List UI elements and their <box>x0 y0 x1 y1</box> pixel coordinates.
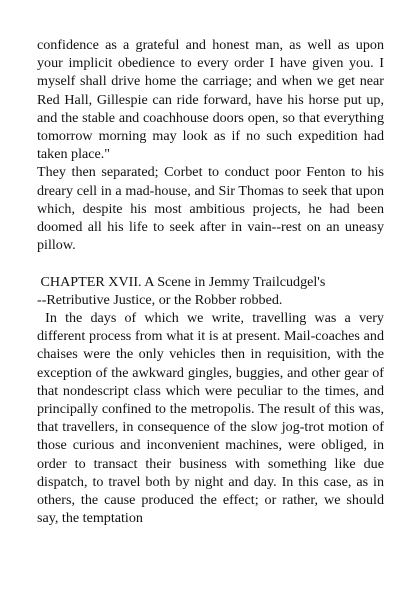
paragraph-separation: They then separated; Corbet to conduct poor Fenton to his dreary cell in a mad-house, and Sir Thomas to seek that upon which, despite his most ambitious projects, he had been doomed all his life to seek after in vain--rest on an uneasy pillow. <box>37 164 384 254</box>
paragraph-gap <box>37 254 384 272</box>
document-page <box>37 36 388 527</box>
chapter-heading-line-2: --Retributive Justice, or the Robber robbed. <box>37 291 283 308</box>
chapter-heading-line-1: CHAPTER XVII. A Scene in Jemmy Trailcudgel's <box>37 273 326 290</box>
chapter-heading <box>37 273 384 309</box>
paragraph-closing-speech: confidence as a grateful and honest man, as well as upon your implicit obedience to every order I have given you. I myself shall drive home the carriage; and when we get near Red Hall, Gillespie can ride forward, have his horse put up, and the stable and coachhouse doors open, so that everything tomorrow morning may look as if no such expedition had taken place." <box>37 37 384 163</box>
paragraph-travelling: In the days of which we write, travelling was a very different process from what it is at present. Mail-coaches and chaises were the only vehicles then in requisition, with the exception of the awkward gingles, buggies, and other gear of that nondescript class which were peculiar to the times, and principally confined to the metropolis. The result of this was, that travellers, in consequence of the slow jog-trot motion of those curious and inconvenient machines, were obliged, in order to transact their business with something like due dispatch, to travel both by night and day. In this case, as in others, the cause produced the effect; or rather, we should say, the temptation <box>37 310 388 527</box>
